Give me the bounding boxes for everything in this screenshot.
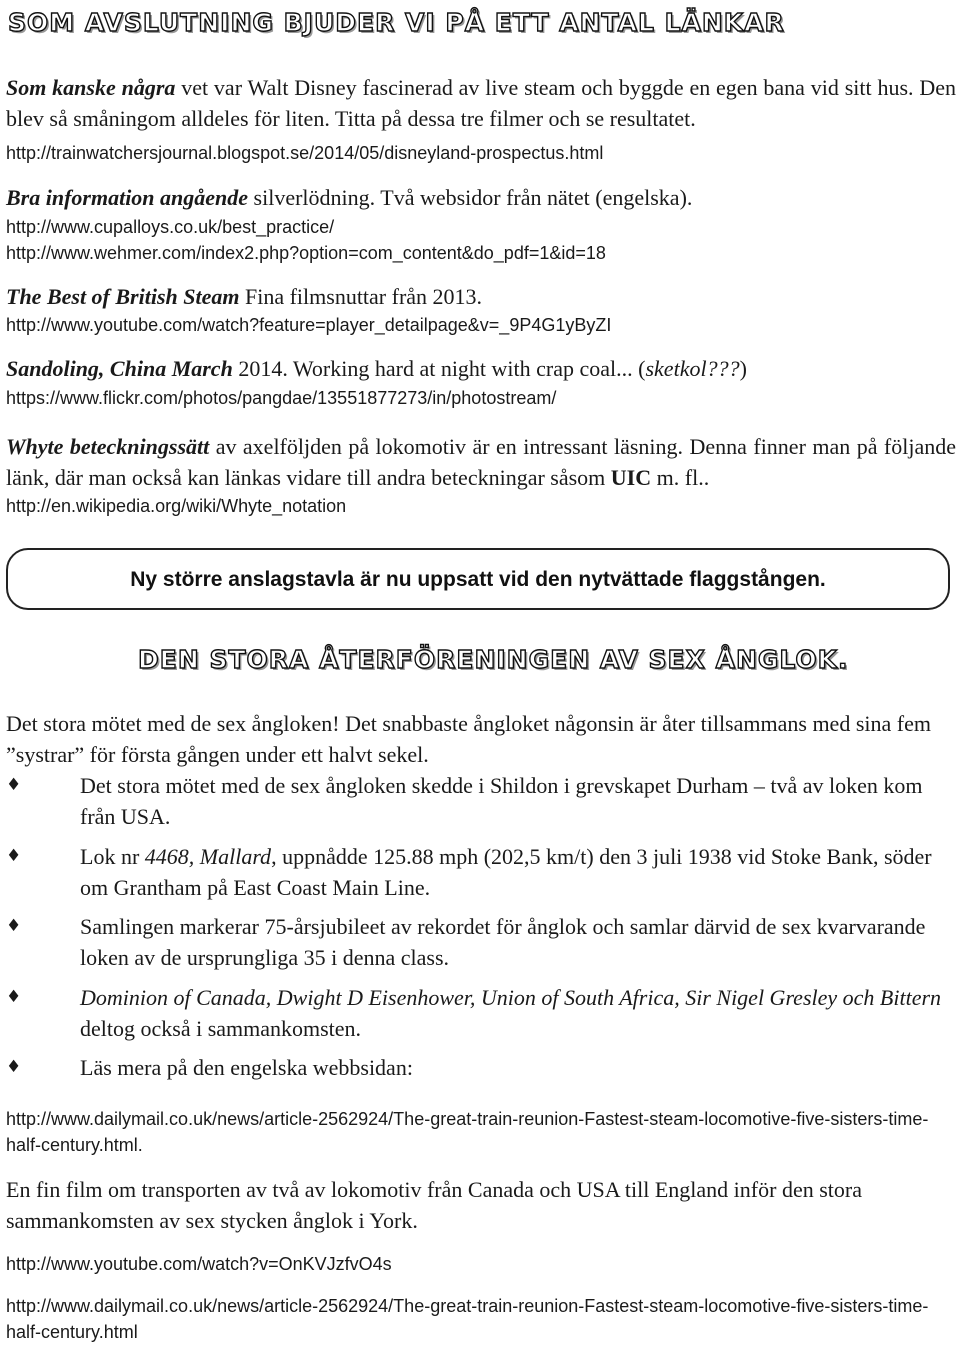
link-text[interactable]: http://trainwatchersjournal.blogspot.se/2014/05/disneyland-prospectus.html [6,143,604,163]
italic-text: sketkol??? [645,356,740,381]
list-item [6,841,956,903]
body-text: silverlödning. Två websidor från nätet (engelska). [248,185,693,210]
body-text-end: ) [739,356,747,381]
list-item [6,770,956,832]
link-wehmer[interactable] [6,240,956,266]
link-text[interactable]: http://www.cupalloys.co.uk/best_practice/ [6,217,335,237]
body-text: av axelföljden på lokomotiv är en intressant läsning. Denna finner man på följande länk, där man också kan länkas vidare till andra beteckningar såsom [6,434,956,490]
paragraph-disney [6,72,956,134]
italic-text: 4468, Mallard [144,844,272,869]
body-text: vet var Walt Disney fascinerad av live steam och byggde en egen bana vid sitt hus. Den blev så småningom alldeles för liten. Titta på dessa tre filmer och se resultatet. [6,75,957,131]
list-item-text: Läs mera på den engelska webbsidan: [80,1055,413,1080]
body-text-end: m. fl.. [651,465,710,490]
link-whyte-notation[interactable] [6,493,956,519]
list-item-text: Det stora mötet med de sex ångloken skedde i Shildon i grevskapet Durham – två av loken kom från USA. [80,773,923,829]
link-flickr[interactable] [6,385,956,411]
link-text[interactable]: http://www.youtube.com/watch?feature=player_detailpage&v=_9P4G1yByZI [6,315,612,335]
lead-text: Bra information angående [6,185,249,210]
list-item-text [80,841,956,903]
paragraph-film: En fin film om transporten av två av lokomotiv från Canada och USA till England inför den stora sammankomsten av sex stycken ånglok i York. [6,1177,862,1233]
link-cupalloys[interactable] [6,214,956,240]
text-part: , uppnådde 125.88 mph (202,5 km/t) den 3 juli 1938 vid Stoke Bank, söder om Grantham på East Coast Main Line. [80,844,932,900]
lead-text: Som kanske några [6,75,176,100]
link-text[interactable]: http://www.dailymail.co.uk/news/article-2562924/The-great-train-reunion-Fastest-steam-locomotive-five-sisters-time-half-century.html [6,1296,929,1342]
text-part: deltog också i sammankomsten. [80,1016,362,1041]
lead-text: Sandoling, China March [6,356,233,381]
section-title-reunion: DEN STORA ÅTERFÖRENINGEN AV SEX ÅNGLOK. [138,645,849,674]
diamond-bullet-icon: ♦ [6,1057,22,1077]
list-item [6,911,956,973]
link-text[interactable]: http://en.wikipedia.org/wiki/Whyte_notation [6,496,347,516]
link-text[interactable]: http://www.wehmer.com/index2.php?option=com_content&do_pdf=1&id=18 [6,243,606,263]
diamond-bullet-icon: ♦ [6,916,22,936]
notice-box [6,548,950,610]
link-youtube-steam[interactable] [6,312,956,338]
list-item [6,1052,956,1083]
paragraph-silverlodning [6,182,956,213]
diamond-bullet-icon: ♦ [6,987,22,1007]
lead-text: The Best of British Steam [6,284,240,309]
body-text: Fina filmsnuttar från 2013. [239,284,483,309]
lead-text: Whyte beteckningssätt [6,434,210,459]
diamond-bullet-icon: ♦ [6,846,22,866]
list-item [6,982,956,1044]
link-youtube-transport[interactable] [6,1251,956,1277]
paragraph-intro: Det stora mötet med de sex ångloken! Det snabbaste ångloket någonsin är åter tillsammans med sina fem ”systrar” för första gången under ett halvt sekel. [6,711,931,767]
link-text[interactable]: http://www.dailymail.co.uk/news/article-2562924/The-great-train-reunion-Fastest-steam-locomotive-five-sisters-time-half-century.html. [6,1109,929,1155]
section-title-links: SOM AVSLUTNING BJUDER VI PÅ ETT ANTAL LÄNKAR [8,8,785,37]
diamond-bullet-icon: ♦ [6,775,22,795]
link-disneyland[interactable] [6,140,956,166]
notice-text: Ny större anslagstavla är nu uppsatt vid den nytvättade flaggstången. [130,568,826,591]
link-dailymail-2[interactable] [6,1293,956,1345]
link-text[interactable]: https://www.flickr.com/photos/pangdae/13551877273/in/photostream/ [6,388,557,408]
text-part: Lok nr [80,844,145,869]
paragraph-whyte [6,431,956,493]
paragraph-sandoling [6,353,956,384]
body-text: 2014. Working hard at night with crap coal... ( [232,356,646,381]
link-dailymail[interactable] [6,1106,956,1158]
list-item-text [80,982,956,1044]
uic-text: UIC [610,465,652,490]
list-item-text: Samlingen markerar 75-årsjubileet av rekordet för ånglok och samlar därvid de sex kvarvarande loken av de ursprungliga 35 i denna class. [80,914,926,970]
paragraph-british-steam [6,281,956,312]
link-text[interactable]: http://www.youtube.com/watch?v=OnKVJzfvO4s [6,1254,392,1274]
italic-text: Dominion of Canada, Dwight D Eisenhower, Union of South Africa, Sir Nigel Gresley och Bittern [80,985,942,1010]
